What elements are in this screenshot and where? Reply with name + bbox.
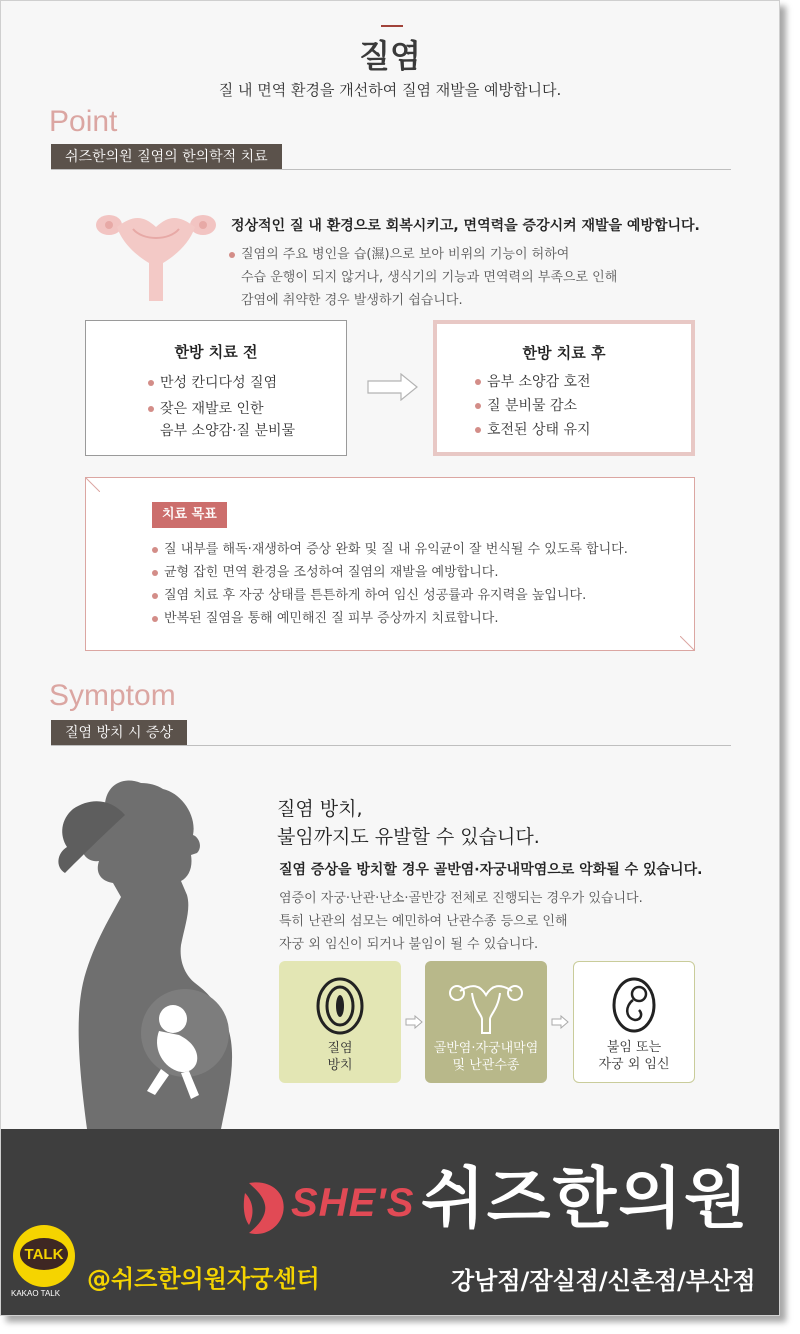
before-item: 잦은 재발로 인한: [148, 398, 346, 420]
point-label: 쉬즈한의원 질염의 한의학적 치료: [51, 144, 282, 170]
progression-card-pid: [425, 961, 547, 1083]
footer-banner: [1, 1129, 779, 1315]
kakao-handle[interactable]: @쉬즈한의원자궁센터: [87, 1265, 320, 1293]
vaginitis-icon: [315, 977, 365, 1035]
point-heading: Point: [49, 105, 118, 138]
symptom-divider: [51, 745, 731, 746]
point-divider: [51, 169, 731, 170]
shes-logo-icon: [243, 1179, 289, 1237]
goal-item: 질염 치료 후 자궁 상태를 튼튼하게 하여 임신 성공률과 유지력을 높입니다.: [152, 584, 628, 607]
bullet-icon: [148, 380, 154, 386]
card-line: 방치: [327, 1058, 353, 1073]
bullet-icon: [475, 427, 481, 433]
after-item: 호전된 상태 유지: [475, 419, 691, 441]
symptom-bold: 질염 증상을 방치할 경우 골반염·자궁내막염으로 악화될 수 있습니다.: [279, 862, 703, 878]
goal-item: 균형 잡힌 면역 환경을 조성하여 질염의 재발을 예방합니다.: [152, 561, 628, 584]
card-line: 자궁 외 임신: [598, 1057, 670, 1072]
symptom-lead: [277, 795, 540, 851]
corner-decoration-icon: [680, 636, 694, 650]
symptom-label: 질염 방치 시 증상: [51, 720, 187, 746]
after-item: 질 분비물 감소: [475, 395, 691, 417]
bullet-icon: [148, 406, 154, 412]
symptom-heading: Symptom: [49, 679, 176, 712]
bullet-icon: [152, 593, 158, 599]
card-line: 불임 또는: [606, 1040, 662, 1055]
bullet-icon: [475, 403, 481, 409]
symptom-description: [279, 887, 643, 956]
symptom-desc-line: 염증이 자궁·난관·난소·골반강 전체로 진행되는 경우가 있습니다.: [279, 891, 643, 906]
fetus-icon: [609, 976, 659, 1034]
point-desc-line: 감염에 취약한 경우 발생하기 쉽습니다.: [241, 293, 463, 308]
before-treatment-box: [85, 320, 347, 456]
bullet-icon: [229, 252, 235, 258]
progression-card-infertility: [573, 961, 695, 1083]
before-title: 한방 치료 전: [174, 343, 258, 361]
after-item: 음부 소양감 호전: [475, 371, 691, 393]
symptom-lead-line: 질염 방치,: [277, 798, 363, 820]
clinic-name: 쉬즈한의원: [421, 1160, 750, 1237]
card-line: 질염: [327, 1041, 353, 1056]
after-treatment-box: [433, 320, 695, 456]
treatment-goal-box: [85, 477, 695, 651]
goal-tag: 치료 목표: [152, 502, 227, 528]
arrow-right-icon: [367, 373, 419, 401]
card-line: 골반염·자궁내막염: [433, 1041, 539, 1056]
uterus-icon: [93, 205, 219, 305]
point-lead: 정상적인 질 내 환경으로 회복시키고, 면역력을 증강시켜 재발을 예방합니다.: [231, 218, 700, 234]
uterus-outline-icon: [448, 979, 524, 1035]
goal-item: 질 내부를 해독·재생하여 증상 완화 및 질 내 유익균이 잘 번식될 수 있도록 합니다.: [152, 538, 628, 561]
small-arrow-icon: [405, 1015, 423, 1029]
bullet-icon: [152, 616, 158, 622]
symptom-desc-line: 특히 난관의 섬모는 예민하여 난관수종 등으로 인해: [279, 914, 568, 929]
kakao-icon-text: TALK: [24, 1246, 64, 1263]
progression-card-vaginitis: [279, 961, 401, 1083]
bullet-icon: [475, 379, 481, 385]
symptom-lead-line: 불임까지도 유발할 수 있습니다.: [277, 826, 540, 848]
card-line: 및 난관수종: [452, 1058, 520, 1073]
corner-decoration-icon: [86, 478, 100, 492]
goal-item: 반복된 질염을 통해 예민해진 질 피부 증상까지 치료합니다.: [152, 607, 628, 630]
page-subtitle: 질 내 면역 환경을 개선하여 질염 재발을 예방합니다.: [218, 81, 562, 99]
point-description: [229, 243, 617, 312]
before-item: 만성 칸디다성 질염: [148, 372, 346, 394]
point-desc-line: 수습 운행이 되지 않거나, 생식기의 기능과 면역력의 부족으로 인해: [241, 270, 618, 285]
bullet-icon: [152, 547, 158, 553]
kakao-talk-icon[interactable]: [13, 1225, 75, 1287]
point-desc-line: 질염의 주요 병인을 습(濕)으로 보아 비위의 기능이 허하여: [241, 247, 570, 262]
before-item: 음부 소양감·질 분비물: [160, 423, 296, 439]
page-title: 질염: [359, 37, 421, 75]
title-accent-line: [381, 25, 403, 27]
kakao-label: KAKAO TALK: [11, 1289, 61, 1298]
after-title: 한방 치료 후: [522, 344, 606, 362]
small-arrow-icon: [551, 1015, 569, 1029]
shes-logo-text: SHE'S: [291, 1181, 415, 1225]
bullet-icon: [152, 570, 158, 576]
pregnant-woman-silhouette-icon: [21, 769, 261, 1129]
branch-list: 강남점/잠실점/신촌점/부산점: [451, 1267, 756, 1295]
symptom-desc-line: 자궁 외 임신이 되거나 불임이 될 수 있습니다.: [279, 937, 539, 952]
